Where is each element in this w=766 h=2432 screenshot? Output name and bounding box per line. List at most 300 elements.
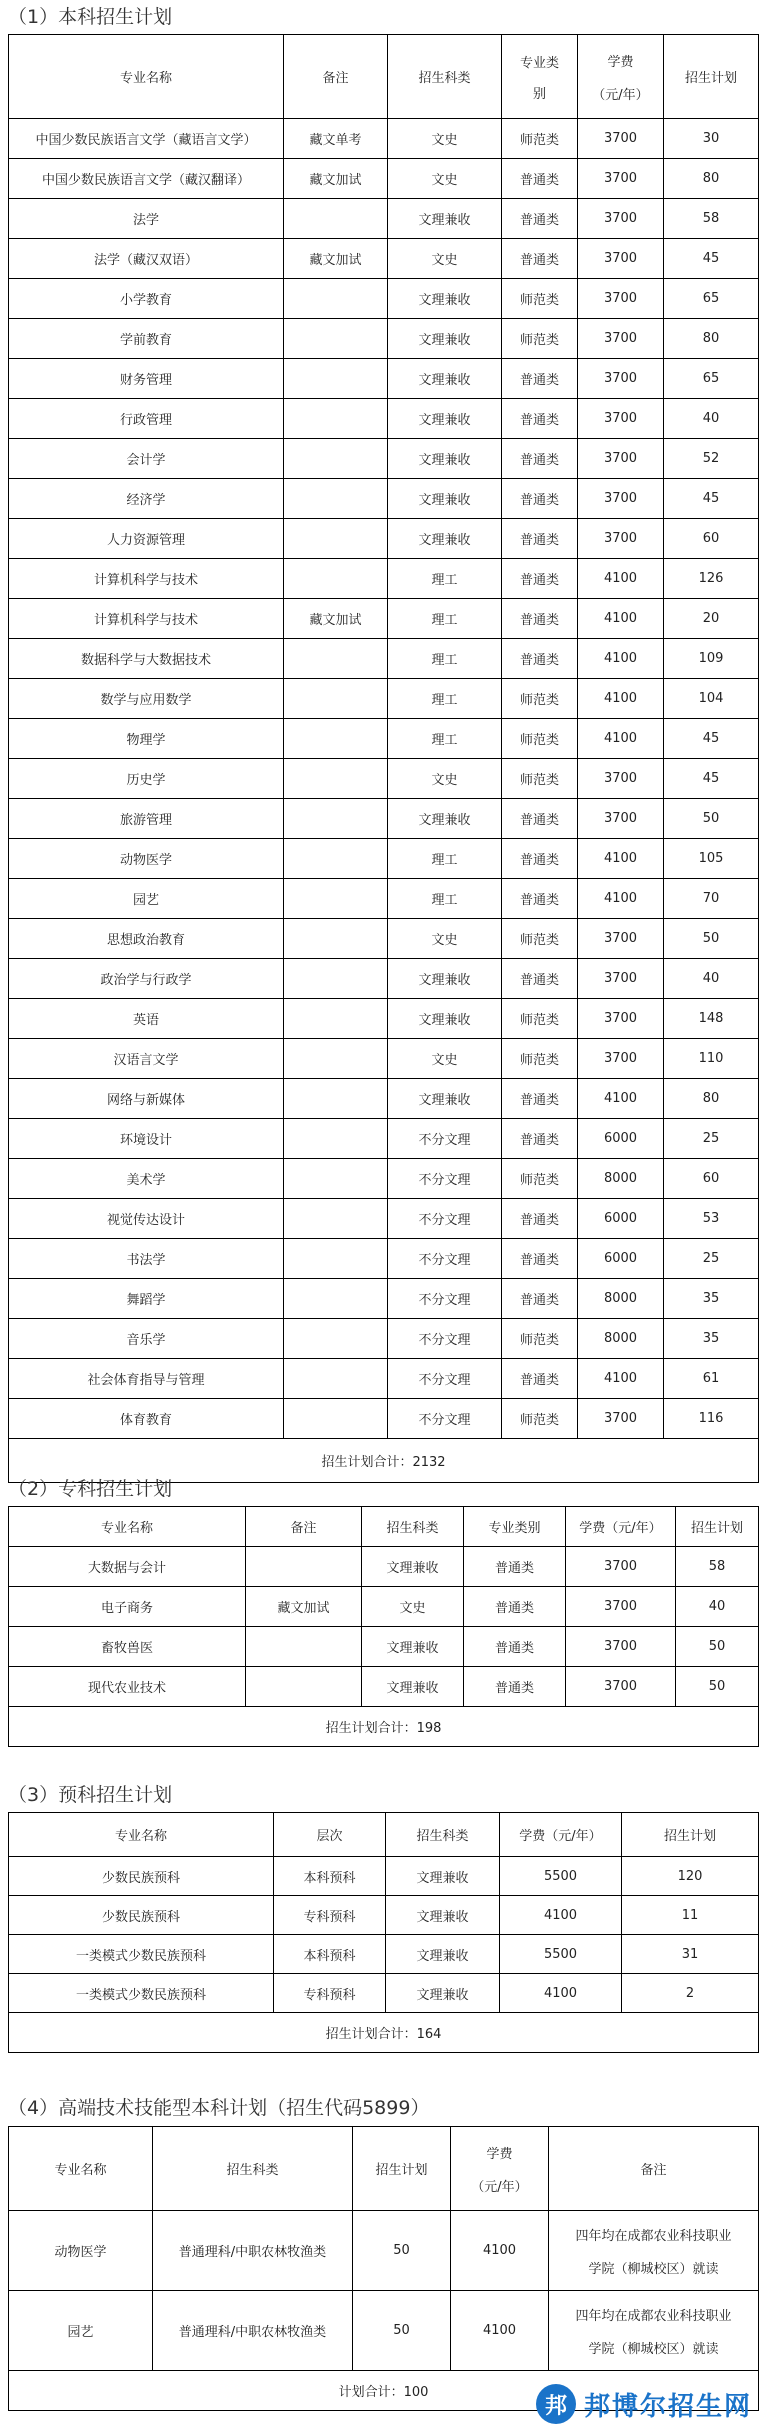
major-cell: 计算机科学与技术 <box>9 559 284 599</box>
major-cell: 物理学 <box>9 719 284 759</box>
table-row <box>9 1974 759 2013</box>
note-cell <box>284 519 388 559</box>
site-logo-icon: 邦 <box>536 2384 576 2424</box>
note-cell <box>284 639 388 679</box>
fee-cell: 6000 <box>578 1239 664 1279</box>
table-row <box>9 1119 759 1159</box>
table-row <box>9 279 759 319</box>
category-cell: 普通理科/中职农林牧渔类 <box>153 2291 353 2371</box>
category-cell: 普通理科/中职农林牧渔类 <box>153 2211 353 2291</box>
type-cell: 师范类 <box>502 759 578 799</box>
fee-cell: 3700 <box>578 119 664 159</box>
fee-cell: 3700 <box>578 1039 664 1079</box>
fee-cell: 5500 <box>500 1935 622 1974</box>
major-cell: 舞蹈学 <box>9 1279 284 1319</box>
plan-cell: 2 <box>622 1974 759 2013</box>
note-cell <box>246 1627 362 1667</box>
table-row <box>9 239 759 279</box>
type-cell: 师范类 <box>502 999 578 1039</box>
plan-cell: 80 <box>664 319 759 359</box>
table-row <box>9 799 759 839</box>
total-cell: 计划合计：100 <box>9 2371 759 2411</box>
plan-cell: 148 <box>664 999 759 1039</box>
note-cell <box>284 1119 388 1159</box>
category-cell: 文理兼收 <box>388 319 502 359</box>
type-cell: 普通类 <box>464 1547 566 1587</box>
plan-cell: 50 <box>353 2291 451 2371</box>
section-1-title: （1）本科招生计划 <box>8 6 173 28</box>
fee-cell: 3700 <box>578 359 664 399</box>
plan-cell: 58 <box>676 1547 759 1587</box>
major-cell: 畜牧兽医 <box>9 1627 246 1667</box>
total-row <box>9 2013 759 2053</box>
fee-cell: 6000 <box>578 1199 664 1239</box>
category-cell: 文理兼收 <box>388 999 502 1039</box>
category-cell: 文理兼收 <box>362 1627 464 1667</box>
type-cell: 普通类 <box>464 1627 566 1667</box>
type-cell: 普通类 <box>502 1199 578 1239</box>
note-cell <box>284 359 388 399</box>
table-row <box>9 1159 759 1199</box>
header-row <box>9 35 759 119</box>
type-cell: 普通类 <box>502 799 578 839</box>
major-cell: 社会体育指导与管理 <box>9 1359 284 1399</box>
note-cell <box>284 919 388 959</box>
col-header-major: 专业名称 <box>9 35 284 119</box>
fee-cell: 4100 <box>578 839 664 879</box>
type-cell: 普通类 <box>502 239 578 279</box>
table-row <box>9 519 759 559</box>
total-row <box>9 1707 759 1747</box>
fee-cell: 4100 <box>500 1896 622 1935</box>
plan-cell: 40 <box>664 399 759 439</box>
col-header-category: 招生科类 <box>153 2127 353 2211</box>
note-cell <box>246 1547 362 1587</box>
table-row <box>9 1039 759 1079</box>
fee-cell: 3700 <box>578 1399 664 1439</box>
fee-line-1: 学费 <box>486 2146 513 2162</box>
fee-cell: 3700 <box>578 519 664 559</box>
category-cell: 不分文理 <box>388 1279 502 1319</box>
table-row <box>9 919 759 959</box>
major-cell: 中国少数民族语言文学（藏语言文学） <box>9 119 284 159</box>
table-row <box>9 1627 759 1667</box>
table-row <box>9 119 759 159</box>
table-row <box>9 439 759 479</box>
col-header-major: 专业名称 <box>9 1507 246 1547</box>
major-cell: 美术学 <box>9 1159 284 1199</box>
note-cell <box>284 399 388 439</box>
col-header-level: 层次 <box>274 1813 386 1857</box>
level-cell: 本科预科 <box>274 1935 386 1974</box>
category-cell: 文理兼收 <box>386 1935 500 1974</box>
plan-cell: 53 <box>664 1199 759 1239</box>
plan-cell: 120 <box>622 1857 759 1896</box>
type-line-2: 别 <box>532 86 546 102</box>
table-row <box>9 839 759 879</box>
col-header-fee: 学费（元/年） <box>566 1507 676 1547</box>
category-cell: 文理兼收 <box>388 799 502 839</box>
category-cell: 不分文理 <box>388 1359 502 1399</box>
plan-cell: 45 <box>664 479 759 519</box>
col-header-fee <box>451 2127 549 2211</box>
fee-cell: 3700 <box>578 959 664 999</box>
type-cell: 普通类 <box>502 359 578 399</box>
table-row <box>9 639 759 679</box>
type-cell: 普通类 <box>502 1079 578 1119</box>
fee-cell: 4100 <box>451 2291 549 2371</box>
total-cell: 招生计划合计：2132 <box>9 1439 759 1483</box>
type-cell: 普通类 <box>502 959 578 999</box>
major-cell: 小学教育 <box>9 279 284 319</box>
note-line-1: 四年均在成都农业科技职业 <box>575 2308 732 2324</box>
note-cell <box>284 679 388 719</box>
category-cell: 理工 <box>388 839 502 879</box>
category-cell: 文理兼收 <box>362 1667 464 1707</box>
note-cell <box>284 1239 388 1279</box>
junior-college-plan-table <box>8 1506 759 1747</box>
fee-cell: 3700 <box>578 759 664 799</box>
plan-cell: 116 <box>664 1399 759 1439</box>
category-cell: 文理兼收 <box>388 479 502 519</box>
type-cell: 普通类 <box>502 1359 578 1399</box>
table-row <box>9 1239 759 1279</box>
table-row <box>9 559 759 599</box>
table-row <box>9 999 759 1039</box>
plan-cell: 61 <box>664 1359 759 1399</box>
preparatory-plan-table <box>8 1812 759 2053</box>
plan-cell: 80 <box>664 159 759 199</box>
col-header-note: 备注 <box>284 35 388 119</box>
major-cell: 法学（藏汉双语） <box>9 239 284 279</box>
table-row <box>9 759 759 799</box>
major-cell: 财务管理 <box>9 359 284 399</box>
note-cell <box>284 199 388 239</box>
table-row <box>9 1896 759 1935</box>
major-cell: 数据科学与大数据技术 <box>9 639 284 679</box>
category-cell: 文理兼收 <box>386 1857 500 1896</box>
category-cell: 文理兼收 <box>388 519 502 559</box>
fee-cell: 3700 <box>578 999 664 1039</box>
col-header-note: 备注 <box>246 1507 362 1547</box>
category-cell: 文史 <box>388 759 502 799</box>
plan-cell: 50 <box>676 1627 759 1667</box>
fee-cell: 3700 <box>578 399 664 439</box>
type-cell: 师范类 <box>502 719 578 759</box>
plan-cell: 11 <box>622 1896 759 1935</box>
major-cell: 环境设计 <box>9 1119 284 1159</box>
col-header-category: 招生科类 <box>386 1813 500 1857</box>
col-header-note: 备注 <box>549 2127 759 2211</box>
fee-cell: 3700 <box>578 799 664 839</box>
note-cell <box>284 999 388 1039</box>
major-cell: 汉语言文学 <box>9 1039 284 1079</box>
major-cell: 会计学 <box>9 439 284 479</box>
table-row <box>9 1319 759 1359</box>
plan-cell: 50 <box>664 799 759 839</box>
major-cell: 行政管理 <box>9 399 284 439</box>
fee-line-2: （元/年） <box>592 87 649 103</box>
table-row <box>9 399 759 439</box>
note-cell <box>284 1039 388 1079</box>
major-cell: 经济学 <box>9 479 284 519</box>
table-row <box>9 1587 759 1627</box>
plan-cell: 50 <box>664 919 759 959</box>
plan-cell: 109 <box>664 639 759 679</box>
table-row <box>9 1079 759 1119</box>
fee-cell: 3700 <box>578 439 664 479</box>
major-cell: 动物医学 <box>9 839 284 879</box>
category-cell: 文史 <box>388 239 502 279</box>
table-row <box>9 359 759 399</box>
col-header-category: 招生科类 <box>388 35 502 119</box>
category-cell: 不分文理 <box>388 1119 502 1159</box>
fee-cell: 4100 <box>578 559 664 599</box>
note-cell <box>284 959 388 999</box>
fee-cell: 3700 <box>566 1547 676 1587</box>
header-row <box>9 1507 759 1547</box>
fee-cell: 3700 <box>578 919 664 959</box>
plan-cell: 104 <box>664 679 759 719</box>
note-cell <box>284 839 388 879</box>
total-cell: 招生计划合计：198 <box>9 1707 759 1747</box>
table-row <box>9 319 759 359</box>
plan-cell: 50 <box>676 1667 759 1707</box>
note-cell <box>284 1079 388 1119</box>
category-cell: 理工 <box>388 639 502 679</box>
major-cell: 园艺 <box>9 879 284 919</box>
category-cell: 文史 <box>388 919 502 959</box>
fee-cell: 8000 <box>578 1159 664 1199</box>
major-cell: 政治学与行政学 <box>9 959 284 999</box>
category-cell: 不分文理 <box>388 1319 502 1359</box>
fee-cell: 4100 <box>500 1974 622 2013</box>
type-cell: 师范类 <box>502 1319 578 1359</box>
type-cell: 师范类 <box>502 919 578 959</box>
type-cell: 普通类 <box>502 439 578 479</box>
note-cell <box>284 439 388 479</box>
plan-cell: 30 <box>664 119 759 159</box>
major-cell: 大数据与会计 <box>9 1547 246 1587</box>
fee-cell: 4100 <box>578 1359 664 1399</box>
type-cell: 普通类 <box>502 1119 578 1159</box>
category-cell: 文理兼收 <box>388 199 502 239</box>
plan-cell: 40 <box>664 959 759 999</box>
major-cell: 网络与新媒体 <box>9 1079 284 1119</box>
site-watermark <box>536 2384 752 2424</box>
type-cell: 普通类 <box>502 479 578 519</box>
fee-cell: 4100 <box>578 719 664 759</box>
category-cell: 文理兼收 <box>388 959 502 999</box>
note-cell: 藏文加试 <box>284 239 388 279</box>
note-cell <box>284 719 388 759</box>
major-cell: 现代农业技术 <box>9 1667 246 1707</box>
fee-line-2: （元/年） <box>471 2179 528 2195</box>
plan-cell: 35 <box>664 1279 759 1319</box>
type-cell: 普通类 <box>502 839 578 879</box>
table-row <box>9 959 759 999</box>
note-cell <box>284 1319 388 1359</box>
category-cell: 文理兼收 <box>388 1079 502 1119</box>
table-row <box>9 1279 759 1319</box>
col-header-major: 专业名称 <box>9 1813 274 1857</box>
category-cell: 文理兼收 <box>388 279 502 319</box>
fee-cell: 8000 <box>578 1279 664 1319</box>
fee-cell: 3700 <box>578 319 664 359</box>
col-header-type: 专业类别 <box>464 1507 566 1547</box>
major-cell: 一类模式少数民族预科 <box>9 1935 274 1974</box>
major-cell: 视觉传达设计 <box>9 1199 284 1239</box>
fee-cell: 4100 <box>451 2211 549 2291</box>
plan-cell: 25 <box>664 1239 759 1279</box>
note-cell <box>284 879 388 919</box>
plan-cell: 105 <box>664 839 759 879</box>
note-cell <box>246 1667 362 1707</box>
category-cell: 文史 <box>388 1039 502 1079</box>
type-cell: 师范类 <box>502 1039 578 1079</box>
type-cell: 师范类 <box>502 1159 578 1199</box>
section-2-title: （2）专科招生计划 <box>8 1478 173 1500</box>
fee-cell: 3700 <box>578 239 664 279</box>
type-cell: 普通类 <box>502 639 578 679</box>
plan-cell: 65 <box>664 359 759 399</box>
note-cell <box>284 759 388 799</box>
fee-cell: 3700 <box>578 479 664 519</box>
type-cell: 普通类 <box>502 1279 578 1319</box>
major-cell: 人力资源管理 <box>9 519 284 559</box>
major-cell: 历史学 <box>9 759 284 799</box>
type-cell: 师范类 <box>502 119 578 159</box>
fee-cell: 4100 <box>578 879 664 919</box>
category-cell: 文史 <box>362 1587 464 1627</box>
note-cell: 藏文单考 <box>284 119 388 159</box>
col-header-plan: 招生计划 <box>353 2127 451 2211</box>
plan-cell: 60 <box>664 1159 759 1199</box>
note-cell <box>284 279 388 319</box>
plan-cell: 60 <box>664 519 759 559</box>
table-row <box>9 679 759 719</box>
type-cell: 普通类 <box>502 519 578 559</box>
table-row <box>9 1857 759 1896</box>
plan-cell: 25 <box>664 1119 759 1159</box>
major-cell: 中国少数民族语言文学（藏汉翻译） <box>9 159 284 199</box>
type-cell: 普通类 <box>502 159 578 199</box>
fee-cell: 8000 <box>578 1319 664 1359</box>
section-3-title: （3）预科招生计划 <box>8 1784 173 1806</box>
type-cell: 普通类 <box>502 199 578 239</box>
level-cell: 专科预科 <box>274 1974 386 2013</box>
category-cell: 不分文理 <box>388 1399 502 1439</box>
type-line-1: 专业类 <box>519 55 559 71</box>
level-cell: 专科预科 <box>274 1896 386 1935</box>
table-row <box>9 159 759 199</box>
plan-cell: 70 <box>664 879 759 919</box>
table-row <box>9 1935 759 1974</box>
category-cell: 文理兼收 <box>388 439 502 479</box>
table-row <box>9 2211 759 2291</box>
table-row <box>9 599 759 639</box>
type-cell: 普通类 <box>502 559 578 599</box>
high-end-skills-plan-table <box>8 2126 759 2411</box>
type-cell: 师范类 <box>502 319 578 359</box>
category-cell: 理工 <box>388 559 502 599</box>
header-row <box>9 2127 759 2211</box>
type-cell: 普通类 <box>502 599 578 639</box>
level-cell: 本科预科 <box>274 1857 386 1896</box>
major-cell: 思想政治教育 <box>9 919 284 959</box>
category-cell: 理工 <box>388 599 502 639</box>
major-cell: 一类模式少数民族预科 <box>9 1974 274 2013</box>
category-cell: 文史 <box>388 159 502 199</box>
site-watermark-text: 邦博尔招生网 <box>583 2391 752 2422</box>
major-cell: 法学 <box>9 199 284 239</box>
note-cell <box>284 1399 388 1439</box>
table-row <box>9 1199 759 1239</box>
major-cell: 少数民族预科 <box>9 1857 274 1896</box>
note-line-1: 四年均在成都农业科技职业 <box>575 2228 732 2244</box>
header-row <box>9 1813 759 1857</box>
category-cell: 理工 <box>388 879 502 919</box>
major-cell: 计算机科学与技术 <box>9 599 284 639</box>
major-cell: 音乐学 <box>9 1319 284 1359</box>
fee-cell: 3700 <box>578 159 664 199</box>
category-cell: 文史 <box>388 119 502 159</box>
plan-cell: 58 <box>664 199 759 239</box>
table-row <box>9 199 759 239</box>
category-cell: 不分文理 <box>388 1159 502 1199</box>
type-cell: 师范类 <box>502 1399 578 1439</box>
table-row <box>9 1399 759 1439</box>
major-cell: 少数民族预科 <box>9 1896 274 1935</box>
note-line-2: 学院（柳城校区）就读 <box>588 2261 719 2277</box>
note-cell: 藏文加试 <box>284 159 388 199</box>
category-cell: 理工 <box>388 719 502 759</box>
note-line-2: 学院（柳城校区）就读 <box>588 2341 719 2357</box>
col-header-fee <box>578 35 664 119</box>
note-cell <box>284 1359 388 1399</box>
plan-cell: 65 <box>664 279 759 319</box>
plan-cell: 126 <box>664 559 759 599</box>
category-cell: 文理兼收 <box>386 1896 500 1935</box>
major-cell: 动物医学 <box>9 2211 153 2291</box>
plan-cell: 45 <box>664 239 759 279</box>
category-cell: 不分文理 <box>388 1199 502 1239</box>
table-row <box>9 2291 759 2371</box>
plan-cell: 45 <box>664 759 759 799</box>
note-cell <box>284 479 388 519</box>
category-cell: 文理兼收 <box>386 1974 500 2013</box>
col-header-category: 招生科类 <box>362 1507 464 1547</box>
table-row <box>9 879 759 919</box>
fee-cell: 6000 <box>578 1119 664 1159</box>
plan-cell: 80 <box>664 1079 759 1119</box>
note-cell <box>284 1159 388 1199</box>
plan-cell: 50 <box>353 2211 451 2291</box>
plan-cell: 35 <box>664 1319 759 1359</box>
col-header-fee: 学费（元/年） <box>500 1813 622 1857</box>
table-row <box>9 1547 759 1587</box>
plan-cell: 20 <box>664 599 759 639</box>
category-cell: 文理兼收 <box>362 1547 464 1587</box>
col-header-major: 专业名称 <box>9 2127 153 2211</box>
note-cell: 藏文加试 <box>246 1587 362 1627</box>
undergrad-plan-table <box>8 34 759 1483</box>
fee-cell: 4100 <box>578 599 664 639</box>
note-cell <box>284 1279 388 1319</box>
type-cell: 师范类 <box>502 279 578 319</box>
fee-cell: 3700 <box>566 1667 676 1707</box>
note-cell <box>284 799 388 839</box>
